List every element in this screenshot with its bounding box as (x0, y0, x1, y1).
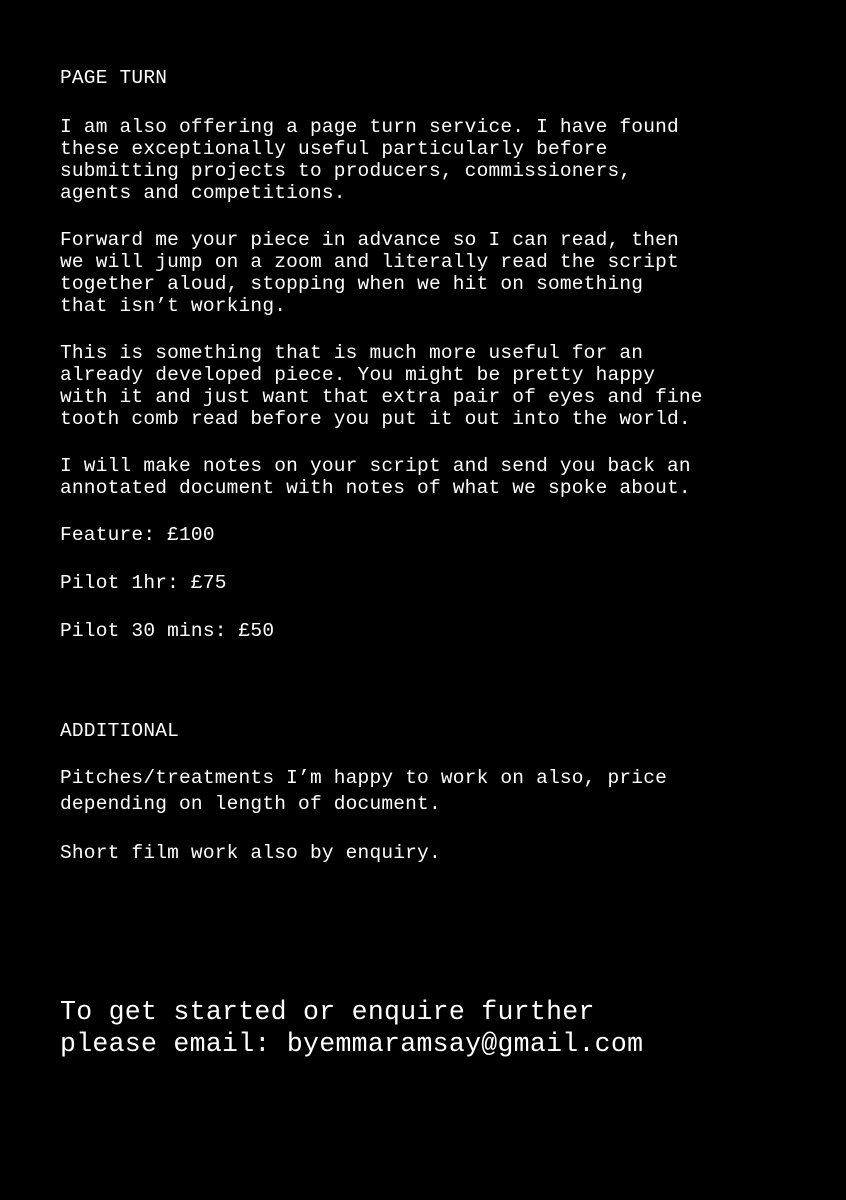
paragraph-line: tooth comb read before you put it out into the world. (60, 408, 691, 430)
paragraph-line: depending on length of document. (60, 793, 441, 815)
paragraph-line: I am also offering a page turn service. I have found (60, 116, 679, 138)
paragraph-line: submitting projects to producers, commissioners, (60, 160, 632, 182)
paragraph-line: that isn’t working. (60, 295, 287, 317)
paragraph-line: with it and just want that extra pair of eyes and fine (60, 386, 703, 408)
paragraph-line: already developed piece. You might be pretty happy (60, 364, 656, 386)
paragraph-line: agents and competitions. (60, 182, 346, 204)
paragraph-line: annotated document with notes of what we spoke about. (60, 477, 691, 499)
paragraph-line: Short film work also by enquiry. (60, 842, 441, 864)
paragraph-line: Forward me your piece in advance so I can read, then (60, 229, 679, 251)
price-pilot-30-mins: Pilot 30 mins: £50 (60, 620, 275, 642)
section-heading-page-turn: PAGE TURN (60, 67, 168, 89)
paragraph-line: we will jump on a zoom and literally read the script (60, 251, 679, 273)
section-heading-additional: ADDITIONAL (60, 720, 180, 742)
paragraph-line: This is something that is much more useful for an (60, 342, 644, 364)
paragraph-line: these exceptionally useful particularly before (60, 138, 608, 160)
paragraph-line: together aloud, stopping when we hit on something (60, 273, 644, 295)
price-pilot-1hr: Pilot 1hr: £75 (60, 572, 227, 594)
paragraph-line: I will make notes on your script and send you back an (60, 455, 691, 477)
contact-email-line: please email: byemmaramsay@gmail.com (60, 1029, 644, 1059)
price-feature: Feature: £100 (60, 524, 215, 546)
contact-line: To get started or enquire further (60, 997, 595, 1027)
paragraph-line: Pitches/treatments I’m happy to work on also, price (60, 767, 667, 789)
